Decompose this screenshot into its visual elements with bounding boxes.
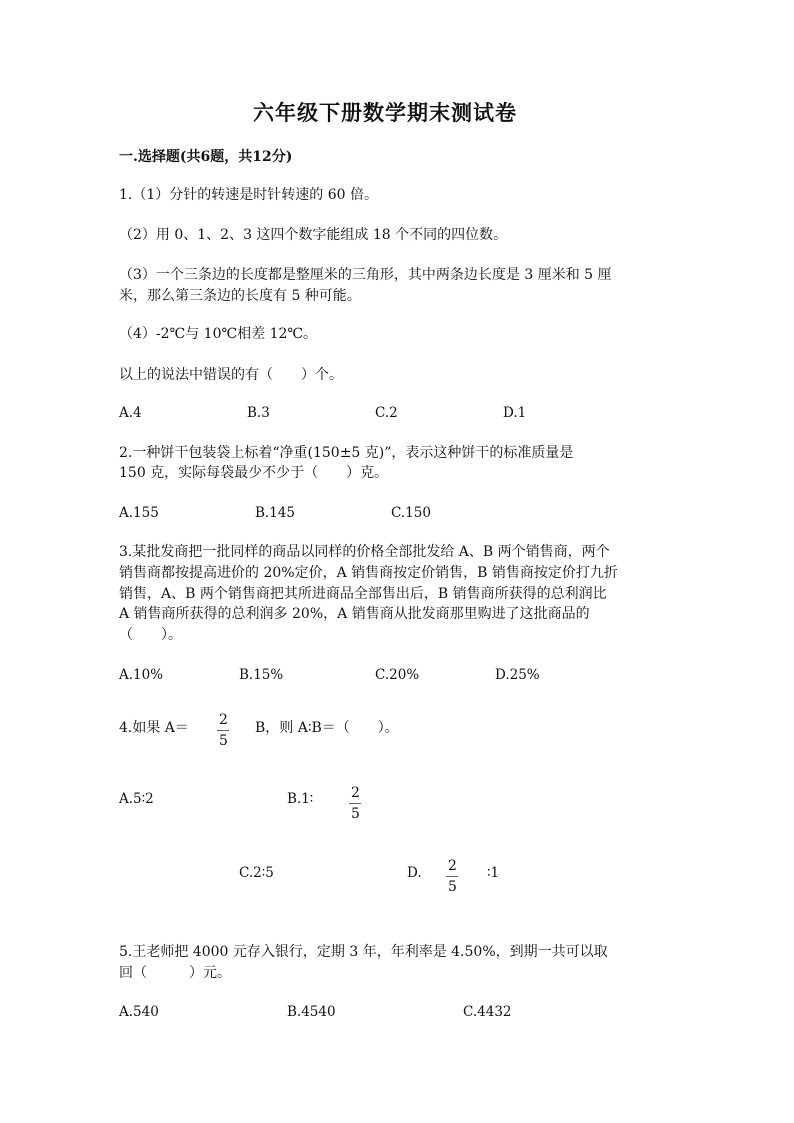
q3-option-c[interactable]: C.20% (375, 667, 420, 683)
q2-text-line2: 150 克，实际每袋最少不少于（ ）克。 (119, 465, 389, 481)
q4-option-d-suffix: ∶1 (487, 865, 500, 881)
q4-text-prefix: 4.如果 A＝ (119, 720, 189, 736)
fraction-denominator: 5 (351, 806, 360, 822)
q2-option-b[interactable]: B.145 (255, 505, 295, 521)
q1-statement-3-line1: （3）一个三条边的长度都是整厘米的三角形，其中两条边长度是 3 厘米和 5 厘 (119, 267, 612, 283)
section-heading: 一.选择题(共6题，共12分) (119, 149, 293, 165)
fraction-denominator: 5 (448, 879, 457, 895)
q3-text-line1: 3.某批发商把一批同样的商品以同样的价格全部批发给 A、B 两个销售商，两个 (119, 544, 610, 560)
fraction-denominator: 5 (219, 733, 228, 749)
q1-option-d[interactable]: D.1 (503, 405, 527, 421)
page-title: 六年级下册数学期末测试卷 (253, 100, 517, 125)
q3-option-b[interactable]: B.15% (239, 667, 284, 683)
q3-text-line5: （ ）。 (119, 627, 182, 643)
q2-text-line1: 2.一种饼干包装袋上标着“净重(150±5 克)”，表示这种饼干的标准质量是 (119, 445, 574, 461)
fraction-bar (349, 803, 361, 804)
q1-option-c[interactable]: C.2 (375, 405, 398, 421)
q1-statement-3-line2: 米，那么第三条边的长度有 5 种可能。 (119, 288, 361, 304)
fraction-numerator: 2 (351, 785, 360, 801)
q4-text-suffix: B，则 A∶B＝（ ）。 (255, 720, 399, 736)
q5-text-line1: 5.王老师把 4000 元存入银行，定期 3 年，年利率是 4.50%，到期一共可以取 (119, 944, 608, 960)
q4-fraction (217, 713, 230, 748)
q3-option-d[interactable]: D.25% (495, 667, 540, 683)
q1-option-b[interactable]: B.3 (247, 405, 270, 421)
q3-text-line2: 销售商都按提高进价的 20%定价，A 销售商按定价销售，B 销售商按定价打九折 (119, 565, 618, 581)
q1-statement-1: 1.（1）分针的转速是时针转速的 60 倍。 (119, 187, 378, 203)
q4-option-c[interactable]: C.2∶5 (239, 865, 274, 881)
q5-option-a[interactable]: A.540 (119, 1004, 159, 1020)
q1-statement-2: （2）用 0、1、2、3 这四个数字能组成 18 个不同的四位数。 (119, 227, 508, 243)
q5-text-line2: 回（ ）元。 (119, 965, 231, 981)
fraction-numerator: 2 (448, 858, 457, 874)
q5-option-c[interactable]: C.4432 (463, 1004, 512, 1020)
q2-option-c[interactable]: C.150 (391, 505, 431, 521)
fraction-numerator: 2 (219, 712, 228, 728)
q4-option-b-fraction (349, 786, 362, 821)
q4-option-b-prefix: B.1∶ (287, 791, 314, 807)
q4-option-d-fraction (446, 859, 459, 894)
q2-option-a[interactable]: A.155 (119, 505, 159, 521)
q5-option-b[interactable]: B.4540 (287, 1004, 336, 1020)
q1-question: 以上的说法中错误的有（ ）个。 (119, 367, 343, 383)
q4-option-d-prefix: D. (407, 865, 422, 881)
q3-text-line3: 销售，A、B 两个销售商把其所进商品全部售出后，B 销售商所获得的总利润比 (119, 586, 607, 602)
q1-option-a[interactable]: A.4 (119, 405, 142, 421)
q1-statement-4: （4）-2℃与 10℃相差 12℃。 (119, 326, 318, 342)
q4-option-a[interactable]: A.5∶2 (119, 791, 154, 807)
q3-text-line4: A 销售商所获得的总利润多 20%，A 销售商从批发商那里购进了这批商品的 (119, 606, 590, 622)
fraction-bar (217, 730, 229, 731)
q3-option-a[interactable]: A.10% (119, 667, 164, 683)
fraction-bar (446, 876, 458, 877)
